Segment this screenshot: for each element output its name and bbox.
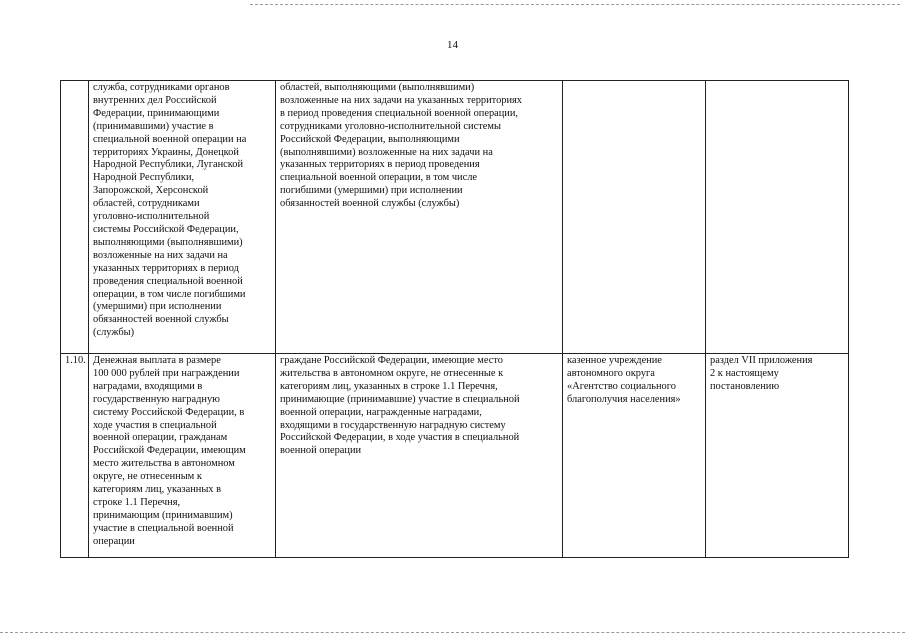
row-number-cell <box>61 81 89 354</box>
recipients-cell: областей, выполняющими (выполнявшими) возложенные на них задачи на указанных территориях в период проведения специальной военной операции, сотрудниками уголовно-исполнительной системы Российской Федерации, выполняющими (выполнявшими) возложенные на них задачи на указанных территориях в период проведения специальной военной операции, в том числе погибшими (умершими) при исполнении обязанностей военной службы (службы) <box>276 81 563 354</box>
benefits-table <box>60 80 849 558</box>
benefit-name-cell: служба, сотрудниками органов внутренних дел Российской Федерации, принимающими (принимавшими) участие в специальной военной операции на территориях Украины, Донецкой Народной Республики, Луганской Народной Республики, Запорожской, Херсонской областей, сотрудниками уголовно-исполнительной системы Российской Федерации, выполняющими (выполнявшими) возложенные на них задачи на указанных территориях в период проведения специальной военной операции, в том числе погибшими (умершими) при исполнении обязанностей военной службы (службы) <box>89 81 276 354</box>
legal-reference-cell: раздел VII приложения 2 к настоящему постановлению <box>706 354 849 558</box>
row-number-cell: 1.10. <box>61 354 89 558</box>
scan-artifact-top-line <box>250 4 900 5</box>
agency-cell <box>563 81 706 354</box>
benefit-name-cell: Денежная выплата в размере 100 000 рублей при награждении наградами, входящими в государственную наградную систему Российской Федерации, в ходе участия в специальной военной операции, гражданам Российской Федерации, имеющим место жительства в автономном округе, не отнесенным к категориям лиц, указанных в строке 1.1 Перечня, принимающим (принимавшим) участие в специальной военной операции <box>89 354 276 558</box>
legal-reference-cell <box>706 81 849 354</box>
table-row-continuation <box>61 81 849 354</box>
scan-artifact-bottom-line <box>0 632 905 633</box>
page-number: 14 <box>447 39 458 51</box>
table-row-1-10 <box>61 354 849 558</box>
recipients-cell: граждане Российской Федерации, имеющие место жительства в автономном округе, не отнесенные к категориям лиц, указанных в строке 1.1 Перечня, принимающие (принимавшие) участие в специальной военной операции, награжденные наградами, входящими в государственную наградную систему Российской Федерации, в ходе участия в специальной военной операции <box>276 354 563 558</box>
agency-cell: казенное учреждение автономного округа «Агентство социального благополучия населения» <box>563 354 706 558</box>
